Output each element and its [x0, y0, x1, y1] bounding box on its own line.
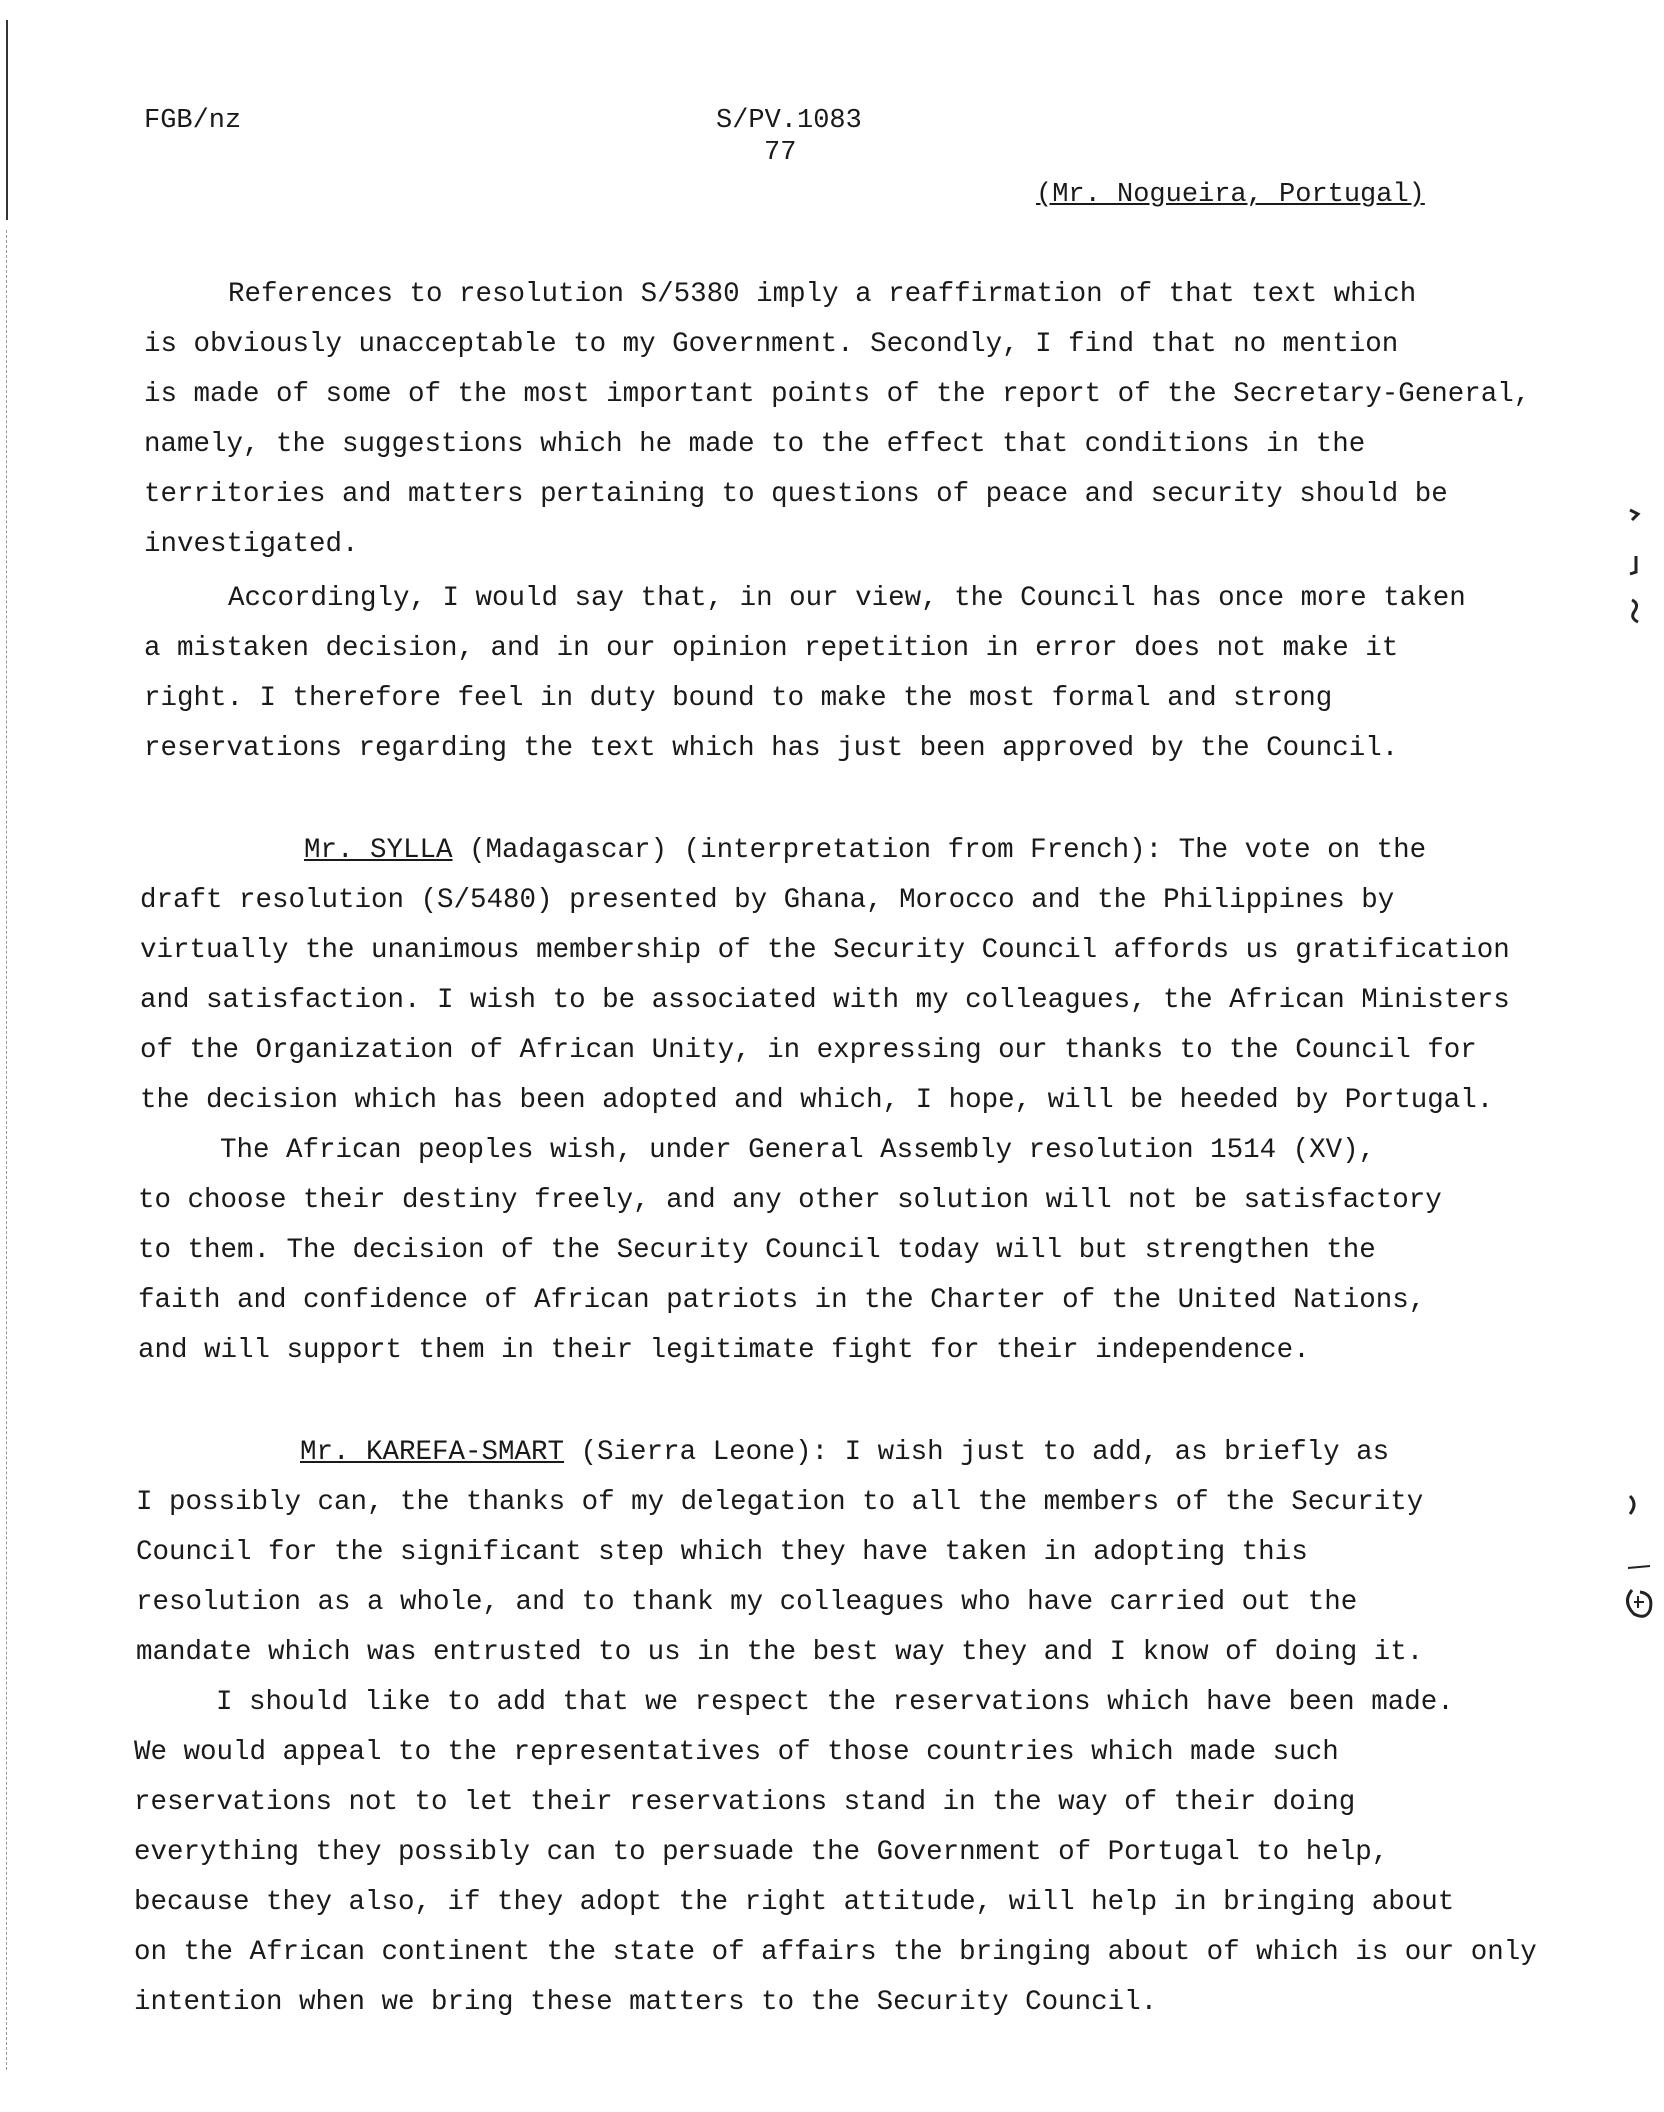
text-line: on the African continent the state of affairs the bringing about of which is our only [134, 1937, 1537, 1968]
speaker-continuation-text: (Mr. Nogueira, Portugal) [1036, 180, 1425, 210]
text-line: to them. The decision of the Security Council today will but strengthen the [138, 1235, 1376, 1266]
left-edge-rule [6, 20, 8, 220]
text-line: investigated. [144, 529, 359, 560]
text-line: References to resolution S/5380 imply a reaffirmation of that text which [228, 279, 1417, 310]
text-line: everything they possibly can to persuade the Government of Portugal to help, [134, 1837, 1389, 1868]
text-line: Council for the significant step which they have taken in adopting this [136, 1537, 1308, 1568]
scan-artifact-mark [1626, 500, 1646, 639]
text-line: reservations regarding the text which has just been approved by the Council. [144, 733, 1399, 764]
text-line: intention when we bring these matters to the Security Council. [134, 1987, 1158, 2018]
text-line: and will support them in their legitimate fight for their independence. [138, 1335, 1310, 1366]
speaker-continuation [1036, 180, 1425, 210]
text-line: of the Organization of African Unity, in expressing our thanks to the Council for [140, 1035, 1477, 1066]
text-line: right. I therefore feel in duty bound to make the most formal and strong [144, 683, 1333, 714]
text-line: reservations not to let their reservations stand in the way of their doing [134, 1787, 1356, 1818]
text-line: Accordingly, I would say that, in our view, the Council has once more taken [228, 583, 1466, 614]
scan-artifact-mark [1620, 1490, 1656, 1659]
text-line: The African peoples wish, under General Assembly resolution 1514 (XV), [220, 1135, 1376, 1166]
text-line: to choose their destiny freely, and any other solution will not be satisfactory [138, 1185, 1442, 1216]
scan-artifact-icon [1620, 1490, 1656, 1650]
speaker-line [304, 826, 1426, 876]
text-line: and satisfaction. I wish to be associated with my colleagues, the African Ministers [140, 985, 1510, 1016]
left-edge-perforation [6, 230, 7, 2070]
text-line: mandate which was entrusted to us in the best way they and I know of doing it. [136, 1637, 1424, 1668]
text-line: draft resolution (S/5480) presented by Ghana, Morocco and the Philippines by [140, 885, 1395, 916]
speaker-line-text: (Sierra Leone): I wish just to add, as briefly as [564, 1437, 1390, 1468]
speaker-line-text: (Madagascar) (interpretation from French): The vote on the [452, 835, 1427, 866]
text-line: I possibly can, the thanks of my delegation to all the members of the Security [136, 1487, 1424, 1518]
text-line: virtually the unanimous membership of the Security Council affords us gratification [140, 935, 1510, 966]
document-reference: FGB/nz [144, 106, 242, 136]
text-line: is obviously unacceptable to my Government. Secondly, I find that no mention [144, 329, 1399, 360]
text-line: is made of some of the most important points of the report of the Secretary-General, [144, 379, 1531, 410]
text-line: the decision which has been adopted and which, I hope, will be heeded by Portugal. [140, 1085, 1494, 1116]
text-line: I should like to add that we respect the reservations which have been made. [216, 1687, 1454, 1718]
page-number: 77 [764, 138, 797, 168]
scan-artifact-icon [1626, 500, 1646, 630]
text-line: a mistaken decision, and in our opinion repetition in error does not make it [144, 633, 1399, 664]
text-line: territories and matters pertaining to questions of peace and security should be [144, 479, 1448, 510]
speaker-name: Mr. SYLLA [304, 835, 453, 866]
text-line: faith and confidence of African patriots in the Charter of the United Nations, [138, 1285, 1426, 1316]
document-symbol: S/PV.1083 [716, 106, 862, 136]
text-line: We would appeal to the representatives of those countries which made such [134, 1737, 1339, 1768]
text-line: namely, the suggestions which he made to the effect that conditions in the [144, 429, 1366, 460]
text-line: because they also, if they adopt the right attitude, will help in bringing about [134, 1887, 1455, 1918]
speaker-line [300, 1428, 1389, 1478]
speaker-name: Mr. KAREFA-SMART [300, 1437, 565, 1468]
text-line: resolution as a whole, and to thank my colleagues who have carried out the [136, 1587, 1358, 1618]
